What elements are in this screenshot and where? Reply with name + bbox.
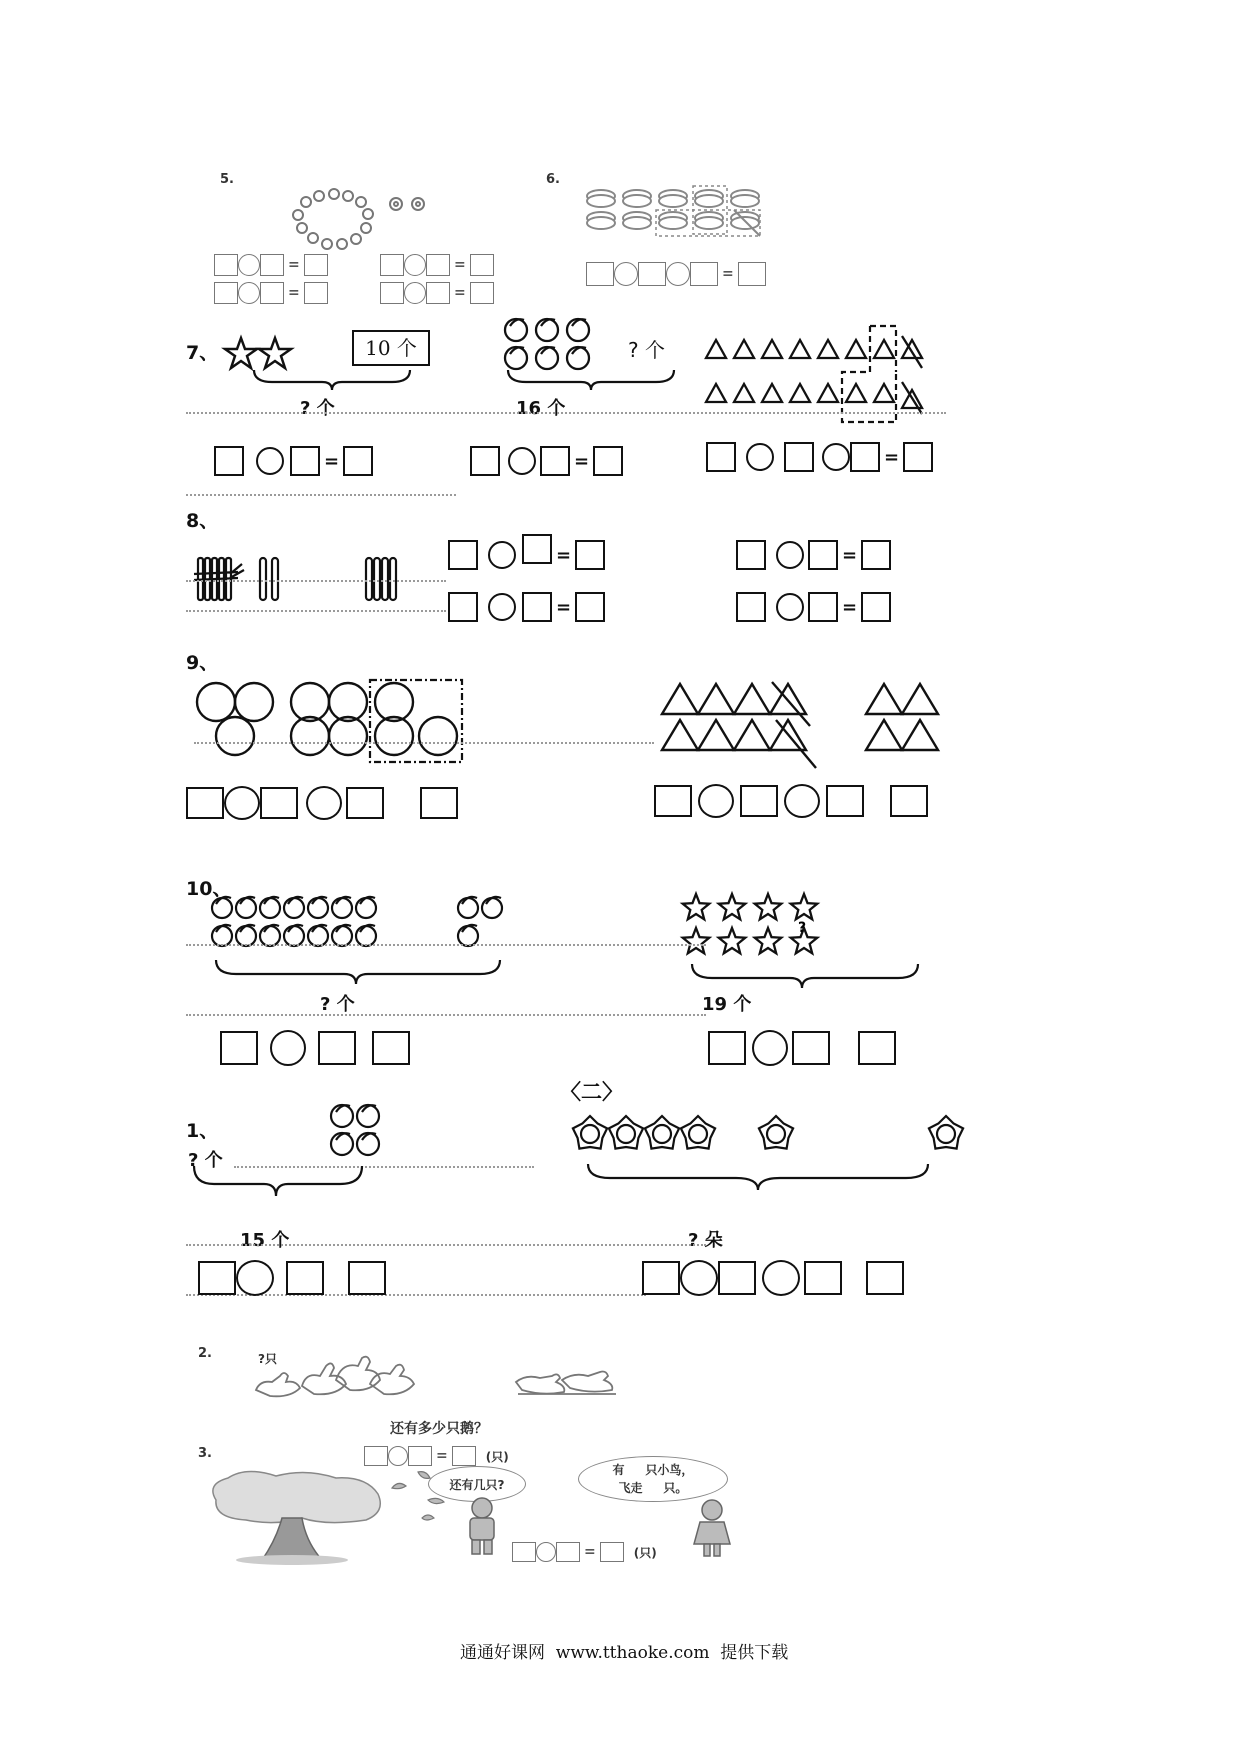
answer-box[interactable] xyxy=(808,592,838,622)
goose-icon xyxy=(512,1364,622,1398)
boy-icon xyxy=(456,1496,506,1556)
apple-icon xyxy=(210,890,510,952)
footer-text: 通通好课网 www.tthaoke.com 提供下载 xyxy=(460,1643,789,1663)
answer-box[interactable] xyxy=(642,1261,680,1295)
star-icon xyxy=(682,890,842,962)
answer-box[interactable] xyxy=(826,785,864,817)
star-icon xyxy=(224,336,294,372)
answer-box[interactable] xyxy=(792,1031,830,1065)
s2q3-unit: (只) xyxy=(633,1545,657,1560)
answer-box[interactable] xyxy=(540,446,570,476)
s2q2-unit: (只) xyxy=(485,1449,509,1464)
operator-circle[interactable] xyxy=(776,593,804,621)
s2q1-left-brace-label: 15 个 xyxy=(240,1230,290,1251)
s2q2-equation: = (只) xyxy=(364,1446,509,1466)
answer-box[interactable] xyxy=(718,1261,756,1295)
coin-icon xyxy=(584,186,774,240)
answer-box[interactable] xyxy=(260,787,298,819)
s2q1-right-brace xyxy=(586,1162,932,1192)
answer-box[interactable] xyxy=(286,1261,324,1295)
answer-box[interactable] xyxy=(736,540,766,570)
q7-mid-brace xyxy=(506,368,676,390)
operator-circle[interactable] xyxy=(238,254,260,276)
q5-equation-3: = xyxy=(214,282,328,304)
answer-box[interactable] xyxy=(850,442,880,472)
q9-equation-2 xyxy=(654,784,928,818)
answer-box[interactable] xyxy=(740,785,778,817)
q10-equation-2 xyxy=(708,1030,896,1066)
operator-circle[interactable] xyxy=(270,1030,306,1066)
answer-box[interactable] xyxy=(220,1031,258,1065)
operator-circle[interactable] xyxy=(388,1446,408,1466)
svg-text:?: ? xyxy=(798,920,807,936)
q5-equation-4: = xyxy=(380,282,494,304)
tree-icon xyxy=(206,1470,386,1566)
operator-circle[interactable] xyxy=(238,282,260,304)
answer-box[interactable] xyxy=(858,1031,896,1065)
s2q1-number: 1、 xyxy=(186,1120,219,1142)
operator-circle[interactable] xyxy=(776,541,804,569)
answer-box[interactable] xyxy=(690,262,718,286)
q5-number: 5. xyxy=(220,172,234,187)
q7-left-brace xyxy=(252,368,412,390)
answer-box[interactable] xyxy=(214,446,244,476)
answer-box[interactable] xyxy=(448,540,478,570)
operator-circle[interactable] xyxy=(224,786,260,820)
operator-circle[interactable] xyxy=(680,1260,718,1296)
answer-box[interactable] xyxy=(861,592,891,622)
answer-box[interactable] xyxy=(426,254,450,276)
q7-number: 7、 xyxy=(186,342,219,364)
answer-box[interactable] xyxy=(708,1031,746,1065)
answer-box[interactable] xyxy=(346,787,384,819)
triangle-icon xyxy=(660,680,960,780)
q10-equation-1 xyxy=(220,1030,410,1066)
q8-equation-3: = xyxy=(736,540,891,570)
answer-box[interactable] xyxy=(343,446,373,476)
q9-equation-1 xyxy=(186,786,458,820)
q6-number: 6. xyxy=(546,172,560,187)
apple-icon xyxy=(328,1098,388,1162)
answer-box[interactable] xyxy=(408,1446,432,1466)
s2q3-equation: = (只) xyxy=(512,1542,657,1562)
answer-box[interactable] xyxy=(861,540,891,570)
q5-equation-2: = xyxy=(380,254,494,276)
answer-box[interactable] xyxy=(522,534,552,564)
q7-equation-3: = xyxy=(706,442,933,472)
answer-box[interactable] xyxy=(304,282,328,304)
answer-box[interactable] xyxy=(890,785,928,817)
q10-left-brace-label: ? 个 xyxy=(320,994,355,1015)
answer-box[interactable] xyxy=(426,282,450,304)
bead-pair-icon xyxy=(386,196,436,212)
section-title: 〈二〉 xyxy=(560,1080,623,1104)
operator-circle[interactable] xyxy=(784,784,820,818)
s2q2-question: 还有多少只鹅？ xyxy=(390,1421,488,1437)
answer-box[interactable] xyxy=(380,254,404,276)
operator-circle[interactable] xyxy=(536,1542,556,1562)
answer-box[interactable] xyxy=(470,254,494,276)
answer-box[interactable] xyxy=(512,1542,536,1562)
girl-icon xyxy=(690,1498,736,1558)
apple-icon xyxy=(502,314,598,376)
q10-number: 10、 xyxy=(186,878,232,900)
s2q2-number: 2. xyxy=(198,1346,212,1361)
q5-equation-1: = xyxy=(214,254,328,276)
sun-flower-icon xyxy=(570,1112,970,1156)
q8-number: 8、 xyxy=(186,510,219,532)
answer-box[interactable] xyxy=(556,1542,580,1562)
q7-equation-1: = xyxy=(214,446,373,476)
operator-circle[interactable] xyxy=(698,784,734,818)
q10-right-brace xyxy=(690,962,922,988)
operator-circle[interactable] xyxy=(488,593,516,621)
q10-left-brace xyxy=(214,958,504,984)
s2q3-bubble-right: 有 只小鸟， 飞走 只。 xyxy=(578,1456,728,1502)
circle-icon xyxy=(194,680,494,780)
answer-box[interactable] xyxy=(470,282,494,304)
answer-box[interactable] xyxy=(586,262,614,286)
answer-box[interactable] xyxy=(784,442,814,472)
s2q1-right-brace-label: ? 朵 xyxy=(688,1230,723,1251)
answer-box[interactable] xyxy=(600,1542,624,1562)
answer-box[interactable] xyxy=(738,262,766,286)
s2q2-label: ?只 xyxy=(258,1352,277,1366)
q8-equation-4: = xyxy=(736,592,891,622)
operator-circle[interactable] xyxy=(822,443,850,471)
answer-box[interactable] xyxy=(638,262,666,286)
answer-box[interactable] xyxy=(706,442,736,472)
q9-number: 9、 xyxy=(186,652,219,674)
answer-box[interactable] xyxy=(452,1446,476,1466)
q6-equation: = xyxy=(586,262,766,286)
operator-circle[interactable] xyxy=(236,1260,274,1296)
answer-box[interactable] xyxy=(470,446,500,476)
answer-box[interactable] xyxy=(290,446,320,476)
s2q1-equation-2 xyxy=(642,1260,904,1296)
s2q3-bubble-left: 还有几只? xyxy=(428,1466,526,1502)
q8-equation-1: = xyxy=(448,540,605,570)
answer-box[interactable] xyxy=(214,254,238,276)
answer-box[interactable] xyxy=(348,1261,386,1295)
answer-box[interactable] xyxy=(380,282,404,304)
operator-circle[interactable] xyxy=(746,443,774,471)
q7-mid-question: ? 个 xyxy=(628,338,665,362)
answer-box[interactable] xyxy=(420,787,458,819)
answer-box[interactable] xyxy=(575,540,605,570)
operator-circle[interactable] xyxy=(256,447,284,475)
q7-left-brace-label: ? 个 xyxy=(300,398,335,419)
answer-box[interactable] xyxy=(364,1446,388,1466)
answer-box[interactable] xyxy=(575,592,605,622)
answer-box[interactable] xyxy=(736,592,766,622)
operator-circle[interactable] xyxy=(404,254,426,276)
bead-ring-icon xyxy=(284,186,384,256)
s2q1-equation-1 xyxy=(198,1260,386,1296)
operator-circle[interactable] xyxy=(306,786,342,820)
answer-box[interactable] xyxy=(866,1261,904,1295)
answer-box[interactable] xyxy=(318,1031,356,1065)
q10-right-brace-label: 19 个 xyxy=(702,994,752,1015)
operator-circle[interactable] xyxy=(508,447,536,475)
operator-circle[interactable] xyxy=(614,262,638,286)
goose-icon xyxy=(250,1350,430,1406)
answer-box[interactable] xyxy=(654,785,692,817)
operator-circle[interactable] xyxy=(666,262,690,286)
operator-circle[interactable] xyxy=(404,282,426,304)
q7-equation-2: = xyxy=(470,446,623,476)
s2q1-left-brace xyxy=(190,1164,368,1198)
answer-box[interactable] xyxy=(260,282,284,304)
operator-circle[interactable] xyxy=(488,541,516,569)
q7-mid-brace-label: 16 个 xyxy=(516,398,566,419)
answer-box[interactable] xyxy=(804,1261,842,1295)
answer-box[interactable] xyxy=(186,787,224,819)
operator-circle[interactable] xyxy=(762,1260,800,1296)
s2q1-left-top-label: ? 个 xyxy=(188,1150,223,1171)
answer-box[interactable] xyxy=(448,592,478,622)
answer-box[interactable] xyxy=(214,282,238,304)
answer-box[interactable] xyxy=(260,254,284,276)
answer-box[interactable] xyxy=(304,254,328,276)
operator-circle[interactable] xyxy=(752,1030,788,1066)
q7-ten-box: 10 个 xyxy=(352,330,430,366)
answer-box[interactable] xyxy=(198,1261,236,1295)
answer-box[interactable] xyxy=(522,592,552,622)
answer-box[interactable] xyxy=(808,540,838,570)
answer-box[interactable] xyxy=(593,446,623,476)
answer-box[interactable] xyxy=(372,1031,410,1065)
q8-equation-2: = xyxy=(448,592,605,622)
answer-box[interactable] xyxy=(903,442,933,472)
s2q3-number: 3. xyxy=(198,1446,212,1461)
